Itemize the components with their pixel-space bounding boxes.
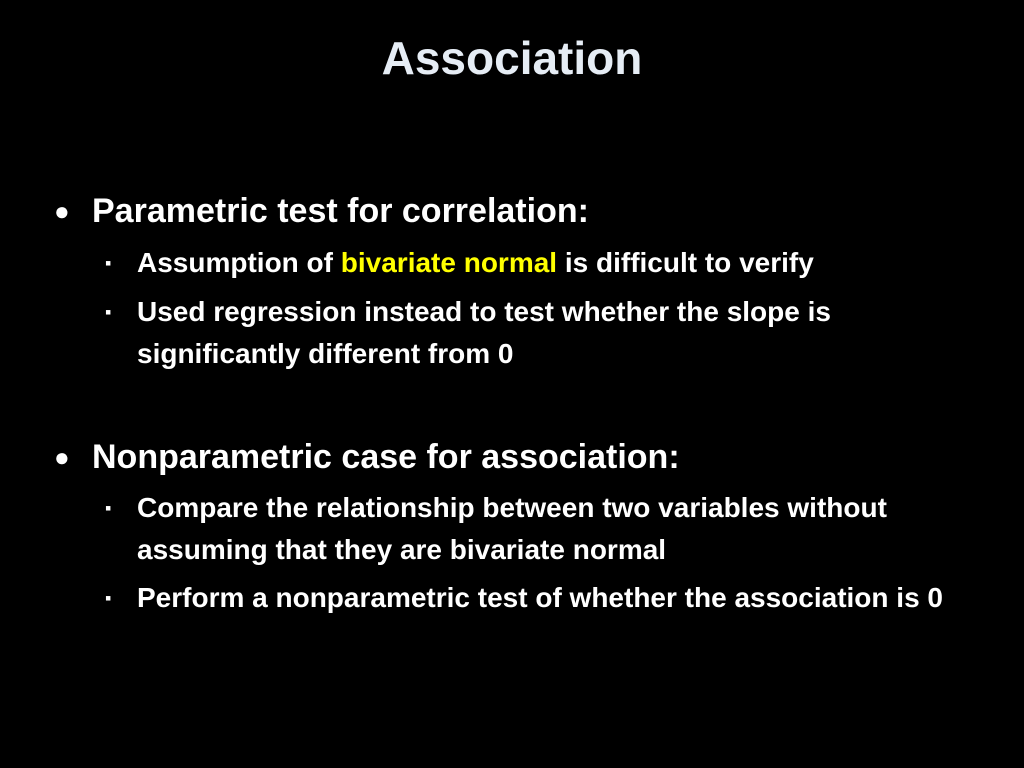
sub-bullet-text-end: is difficult to verify [557, 247, 814, 278]
sub-bullet-assumption [105, 242, 967, 284]
slide-title: Association [381, 32, 643, 84]
square-bullet-icon: ▪ [105, 302, 112, 322]
sub-bullet-perform-test [105, 577, 967, 619]
bullet-heading: Nonparametric case for association: [92, 438, 680, 476]
square-bullet-icon: ▪ [105, 588, 112, 608]
sub-bullet-text: Perform a nonparametric test of whether the association is 0 [137, 582, 943, 613]
highlight-bivariate-normal: bivariate normal [340, 247, 558, 278]
sub-bullet-compare [105, 487, 967, 571]
sub-bullet-text: Compare the relationship between two variables without assuming that they are bivariate normal [137, 492, 887, 565]
sub-bullet-text-start: Assumption of [137, 247, 341, 278]
bullet-heading: Parametric test for correlation: [92, 192, 589, 230]
bullet-dot-icon: ● [54, 196, 70, 226]
square-bullet-icon: ▪ [105, 253, 112, 273]
sub-bullet-regression [105, 291, 967, 375]
bullet-nonparametric-case [54, 437, 680, 477]
square-bullet-icon: ▪ [105, 498, 112, 518]
bullet-parametric-test [54, 191, 589, 231]
bullet-dot-icon: ● [54, 442, 70, 472]
sub-bullet-text: Used regression instead to test whether the slope is significantly different from 0 [137, 296, 831, 369]
